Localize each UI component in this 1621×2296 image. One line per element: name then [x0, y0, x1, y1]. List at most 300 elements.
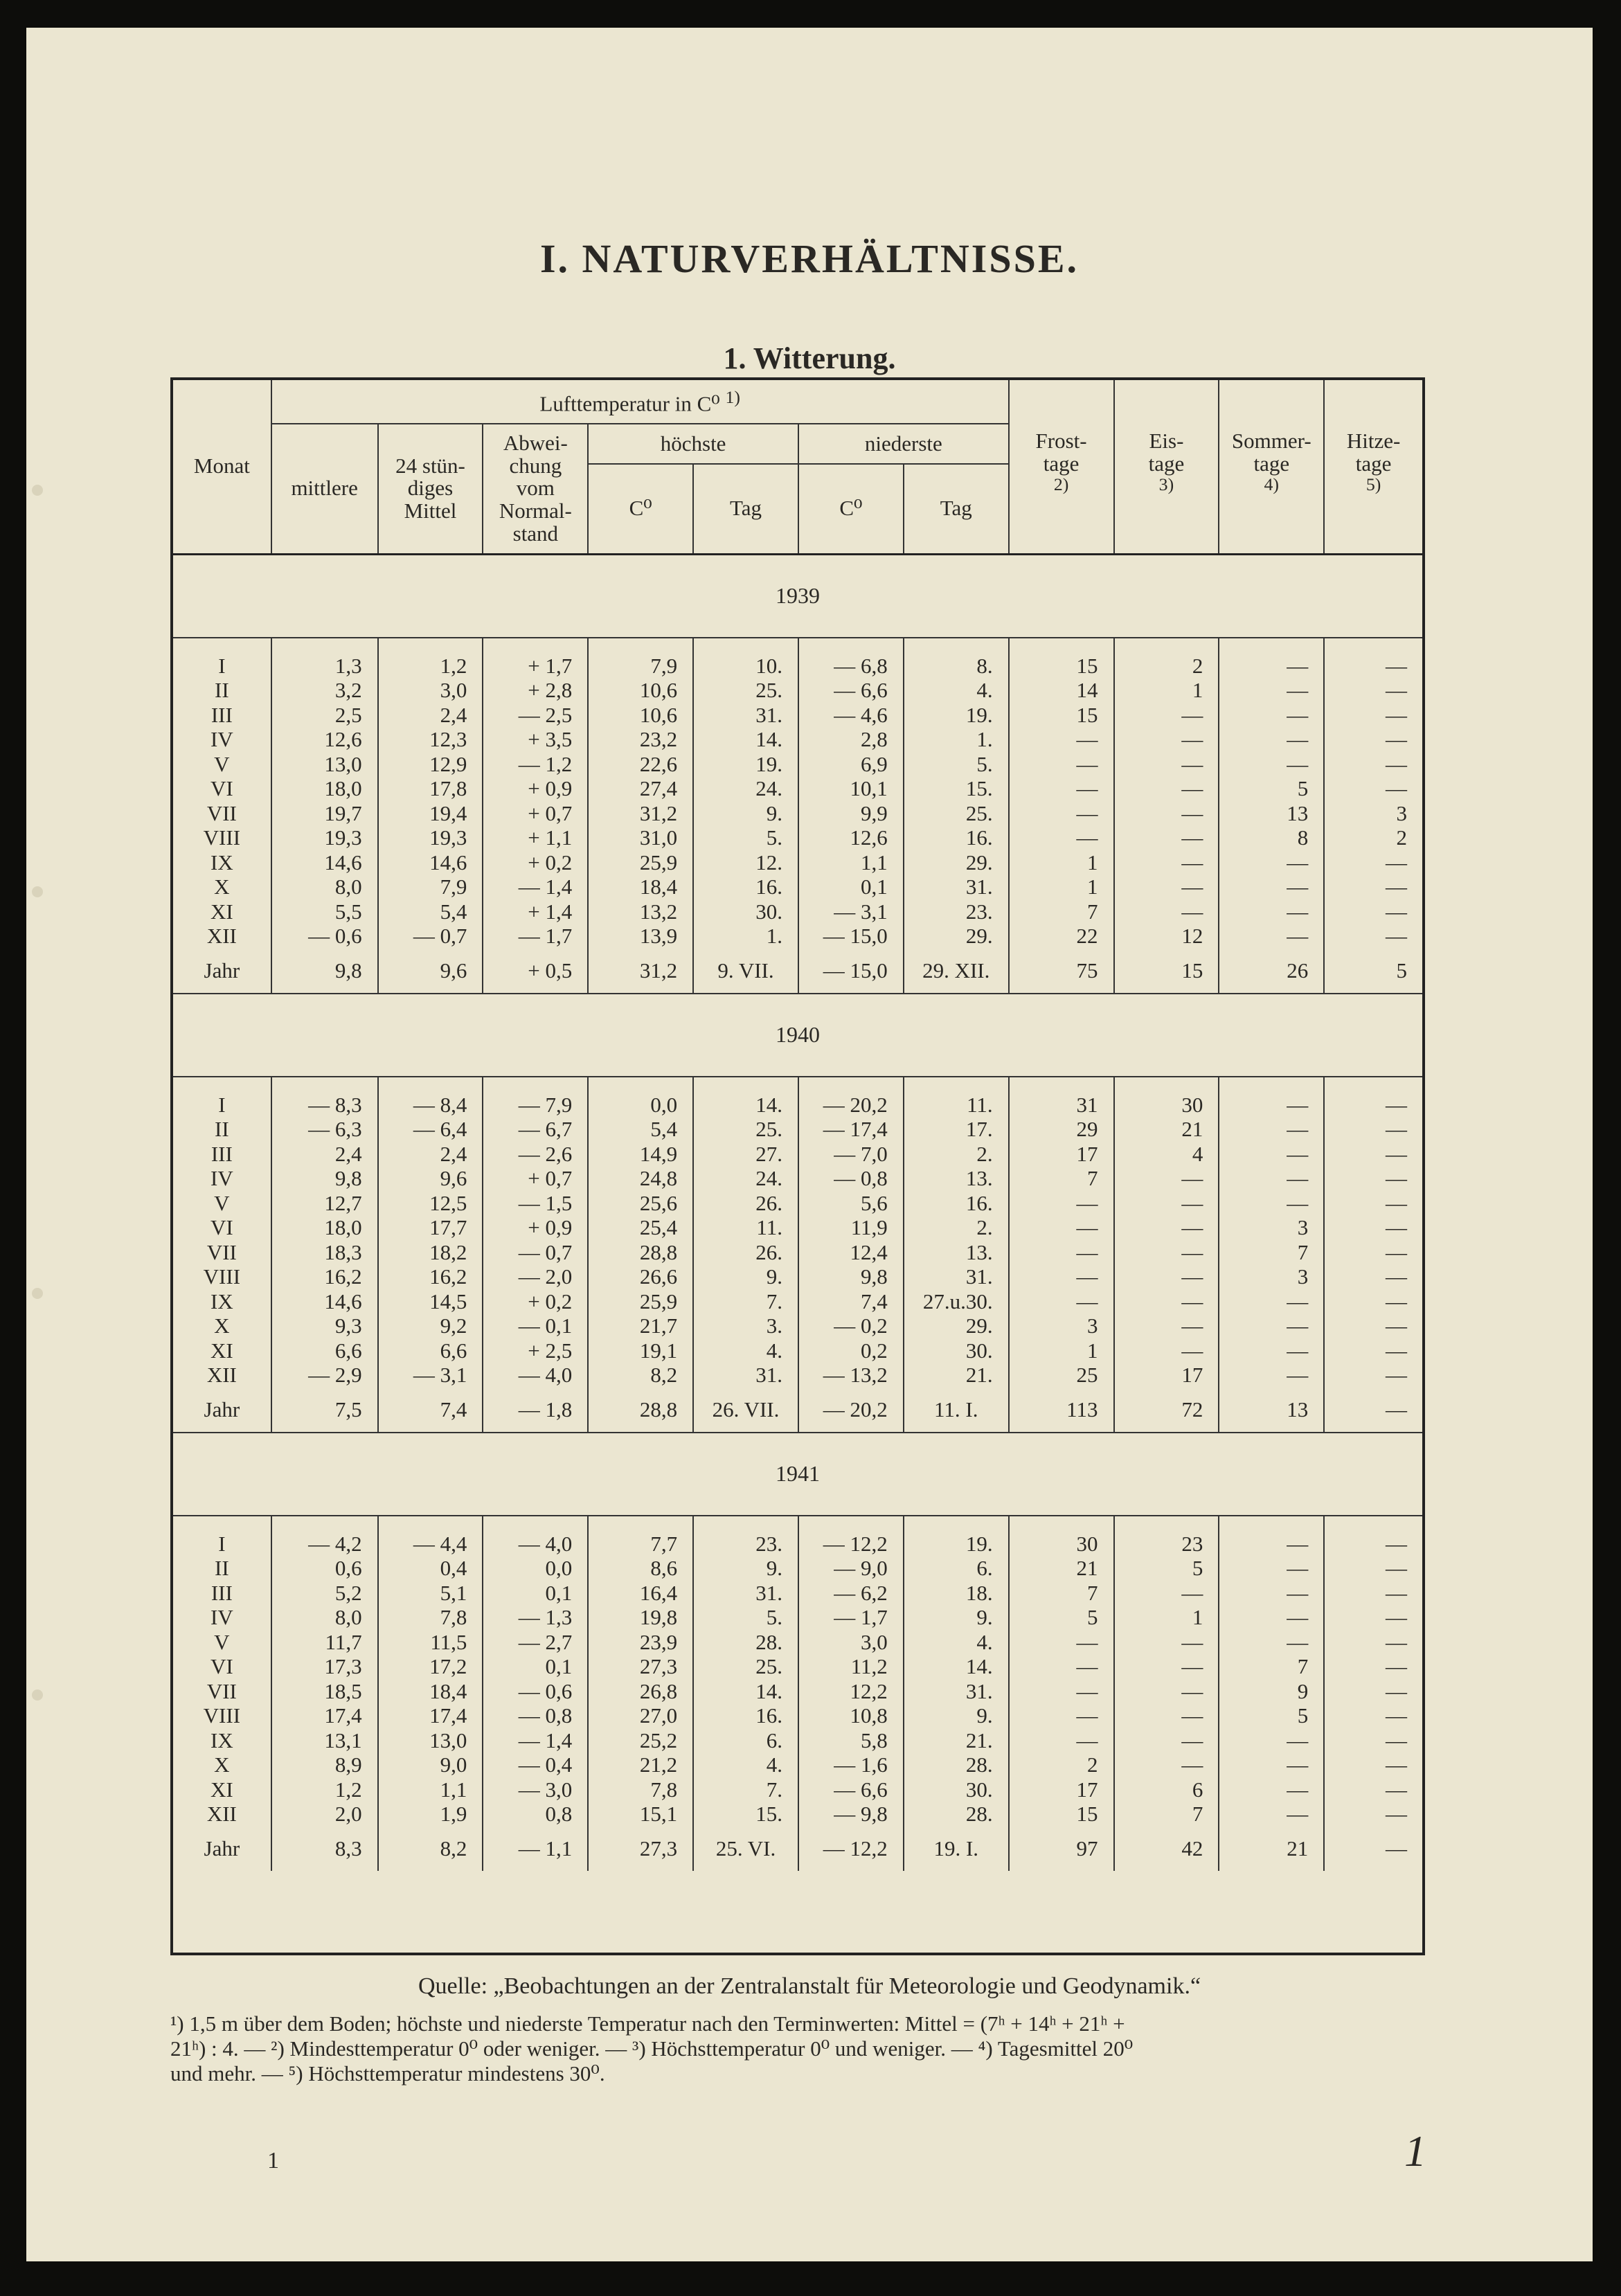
cell-hitzetage: —	[1324, 1728, 1422, 1753]
cell-month: VII	[206, 1678, 237, 1703]
cell-hitzetage: —	[1324, 850, 1422, 875]
cell-month: I	[218, 1531, 226, 1556]
cell-hitzetage: —	[1324, 1264, 1422, 1289]
cell-frosttage: —	[1009, 1679, 1114, 1704]
cell-mittel-24h: 7,9	[378, 875, 483, 899]
cell-niederste-c: — 0,8	[798, 1166, 904, 1191]
cell-niederste-tag: 27.u.30.	[904, 1289, 1009, 1314]
cell-hitzetage: —	[1324, 1802, 1422, 1827]
table-row	[173, 875, 1422, 899]
cell-mittel-24h: 16,2	[378, 1264, 483, 1289]
cell-month: VIII	[203, 1264, 241, 1289]
cell-niederste-c: 12,4	[798, 1240, 904, 1265]
cell-hoechste-tag: 25.	[693, 678, 798, 703]
cell-frosttage: —	[1009, 752, 1114, 777]
cell-frosttage: —	[1009, 1289, 1114, 1314]
weather-table	[173, 380, 1422, 1871]
year-total-row	[173, 949, 1422, 994]
cell-mittlere: 1,2	[271, 1777, 378, 1802]
cell-hoechste-tag: 25. VI.	[693, 1827, 798, 1871]
cell-frosttage: 5	[1009, 1605, 1114, 1630]
cell-niederste-c: — 20,2	[798, 1388, 904, 1433]
cell-eistage: —	[1114, 1313, 1219, 1338]
cell-frosttage: 31	[1009, 1093, 1114, 1118]
cell-mittlere: 7,5	[271, 1388, 378, 1433]
cell-hoechste-c: 21,7	[588, 1313, 693, 1338]
cell-abweichung: + 0,5	[483, 949, 588, 994]
cell-frosttage: 2	[1009, 1752, 1114, 1777]
col-header-hitzetage: Hitze- tage $^{5)}$	[1324, 380, 1422, 554]
cell-hoechste-tag: 26. VII.	[693, 1388, 798, 1433]
cell-frosttage: 7	[1009, 899, 1114, 924]
cell-mittlere: 0,6	[271, 1556, 378, 1581]
cell-frosttage: 29	[1009, 1117, 1114, 1142]
cell-month: I	[218, 653, 226, 678]
cell-month: V	[214, 751, 230, 776]
cell-niederste-c: — 17,4	[798, 1117, 904, 1142]
cell-eistage: —	[1114, 850, 1219, 875]
cell-mittel-24h: 7,8	[378, 1605, 483, 1630]
cell-mittel-24h: 1,2	[378, 654, 483, 679]
cell-eistage: —	[1114, 899, 1219, 924]
cell-abweichung: — 1,4	[483, 875, 588, 899]
cell-sommertage: —	[1219, 1581, 1324, 1606]
cell-sommertage: —	[1219, 727, 1324, 752]
cell-hoechste-c: 27,3	[588, 1654, 693, 1679]
cell-hitzetage: —	[1324, 776, 1422, 801]
cell-hoechste-c: 14,9	[588, 1142, 693, 1167]
table-row	[173, 1581, 1422, 1606]
cell-hoechste-c: 26,6	[588, 1264, 693, 1289]
cell-eistage: —	[1114, 752, 1219, 777]
cell-month: IV	[211, 1605, 233, 1630]
cell-niederste-tag: 9.	[904, 1605, 1009, 1630]
cell-niederste-c: 3,0	[798, 1630, 904, 1655]
cell-hoechste-c: 27,0	[588, 1703, 693, 1728]
cell-hitzetage: —	[1324, 1142, 1422, 1167]
table-row	[173, 678, 1422, 703]
cell-hoechste-c: 31,0	[588, 825, 693, 850]
cell-mittlere: 1,3	[271, 654, 378, 679]
col-header-hoechste-tag: Tag	[693, 464, 798, 554]
source-note: Quelle: „Beobachtungen an der Zentralanstalt für Meteorologie und Geodynamik.“	[418, 1973, 1201, 1999]
cell-mittlere: 19,3	[271, 825, 378, 850]
cell-niederste-tag: 31.	[904, 875, 1009, 899]
cell-niederste-c: — 15,0	[798, 949, 904, 994]
table-row	[173, 1630, 1422, 1655]
cell-mittlere: 18,0	[271, 776, 378, 801]
cell-frosttage: —	[1009, 1264, 1114, 1289]
cell-mittel-24h: — 6,4	[378, 1117, 483, 1142]
cell-abweichung: — 2,5	[483, 703, 588, 728]
cell-hoechste-c: 22,6	[588, 752, 693, 777]
cell-hoechste-tag: 27.	[693, 1142, 798, 1167]
col-header-eistage: Eis- tage $^{3)}$	[1114, 380, 1219, 554]
cell-sommertage: —	[1219, 924, 1324, 949]
punch-hole	[32, 1288, 43, 1299]
cell-niederste-c: 10,1	[798, 776, 904, 801]
cell-hitzetage: —	[1324, 654, 1422, 679]
cell-abweichung: + 0,7	[483, 801, 588, 826]
cell-frosttage: 1	[1009, 850, 1114, 875]
cell-mittel-24h: 2,4	[378, 703, 483, 728]
cell-mittlere: 18,3	[271, 1240, 378, 1265]
cell-abweichung: — 4,0	[483, 1363, 588, 1388]
cell-mittlere: 16,2	[271, 1264, 378, 1289]
cell-month: VII	[206, 800, 237, 825]
cell-abweichung: — 0,7	[483, 1240, 588, 1265]
cell-eistage: —	[1114, 1752, 1219, 1777]
cell-eistage: 42	[1114, 1827, 1219, 1871]
cell-hoechste-c: 23,9	[588, 1630, 693, 1655]
cell-niederste-tag: 16.	[904, 1191, 1009, 1216]
cell-mittel-24h: 6,6	[378, 1338, 483, 1363]
cell-hoechste-tag: 9. VII.	[693, 949, 798, 994]
table-row	[173, 1117, 1422, 1142]
cell-sommertage: —	[1219, 1605, 1324, 1630]
cell-niederste-c: 6,9	[798, 752, 904, 777]
cell-hoechste-tag: 10.	[693, 654, 798, 679]
cell-eistage: —	[1114, 875, 1219, 899]
cell-hitzetage: —	[1324, 1605, 1422, 1630]
cell-hitzetage: —	[1324, 1166, 1422, 1191]
cell-sommertage: 26	[1219, 949, 1324, 994]
cell-hoechste-tag: 30.	[693, 899, 798, 924]
cell-eistage: —	[1114, 1191, 1219, 1216]
cell-hitzetage: —	[1324, 1703, 1422, 1728]
cell-hoechste-tag: 31.	[693, 1363, 798, 1388]
cell-sommertage: —	[1219, 678, 1324, 703]
cell-hoechste-c: 31,2	[588, 801, 693, 826]
cell-mittel-24h: — 3,1	[378, 1363, 483, 1388]
cell-niederste-tag: 14.	[904, 1654, 1009, 1679]
cell-month: II	[215, 1556, 229, 1581]
cell-frosttage: —	[1009, 1630, 1114, 1655]
cell-mittel-24h: 11,5	[378, 1630, 483, 1655]
cell-hitzetage: —	[1324, 1117, 1422, 1142]
cell-eistage: —	[1114, 1240, 1219, 1265]
cell-month: IV	[211, 1166, 233, 1191]
cell-niederste-c: 0,1	[798, 875, 904, 899]
cell-hoechste-tag: 26.	[693, 1191, 798, 1216]
cell-hitzetage: —	[1324, 678, 1422, 703]
cell-hitzetage: —	[1324, 1388, 1422, 1433]
cell-eistage: —	[1114, 1289, 1219, 1314]
cell-month: III	[211, 1580, 233, 1605]
cell-hoechste-tag: 1.	[693, 924, 798, 949]
cell-frosttage: 17	[1009, 1142, 1114, 1167]
cell-hoechste-tag: 9.	[693, 1264, 798, 1289]
cell-sommertage: —	[1219, 1117, 1324, 1142]
cell-eistage: 21	[1114, 1117, 1219, 1142]
cell-sommertage: —	[1219, 703, 1324, 728]
cell-mittlere: 2,0	[271, 1802, 378, 1827]
cell-eistage: 2	[1114, 654, 1219, 679]
cell-niederste-tag: 9.	[904, 1703, 1009, 1728]
col-header-hoechste-c: C⁰	[588, 464, 693, 554]
cell-mittlere: 8,9	[271, 1752, 378, 1777]
cell-month: I	[218, 1092, 226, 1117]
cell-mittel-24h: 9,2	[378, 1313, 483, 1338]
col-group-air-temperature-label: Lufttemperatur in C⁰	[539, 391, 720, 416]
cell-niederste-tag: 18.	[904, 1581, 1009, 1606]
cell-frosttage: —	[1009, 1191, 1114, 1216]
cell-hoechste-c: 18,4	[588, 875, 693, 899]
cell-sommertage: 5	[1219, 1703, 1324, 1728]
cell-niederste-c: 1,1	[798, 850, 904, 875]
cell-sommertage: —	[1219, 1802, 1324, 1827]
cell-sommertage: —	[1219, 850, 1324, 875]
cell-mittel-24h: 17,8	[378, 776, 483, 801]
cell-sommertage: —	[1219, 1630, 1324, 1655]
cell-sommertage: —	[1219, 1142, 1324, 1167]
cell-abweichung: — 4,0	[483, 1532, 588, 1557]
cell-abweichung: + 1,1	[483, 825, 588, 850]
cell-frosttage: —	[1009, 1703, 1114, 1728]
cell-month: V	[214, 1629, 230, 1654]
cell-month: Jahr	[204, 1397, 240, 1421]
cell-niederste-tag: 1.	[904, 727, 1009, 752]
cell-abweichung: 0,0	[483, 1556, 588, 1581]
cell-sommertage: 13	[1219, 1388, 1324, 1433]
cell-niederste-tag: 29.	[904, 850, 1009, 875]
cell-eistage: —	[1114, 776, 1219, 801]
cell-sommertage: —	[1219, 1166, 1324, 1191]
cell-frosttage: —	[1009, 1654, 1114, 1679]
cell-hoechste-c: 7,8	[588, 1777, 693, 1802]
cell-hoechste-tag: 7.	[693, 1777, 798, 1802]
cell-abweichung: + 0,2	[483, 850, 588, 875]
cell-hitzetage: —	[1324, 1363, 1422, 1388]
cell-eistage: 6	[1114, 1777, 1219, 1802]
col-header-abweichung: Abwei- chung vom Normal- stand	[483, 424, 588, 554]
cell-hoechste-c: 28,8	[588, 1240, 693, 1265]
cell-frosttage: 15	[1009, 654, 1114, 679]
cell-eistage: 1	[1114, 678, 1219, 703]
year-label: 1939	[173, 554, 1422, 638]
cell-hitzetage: —	[1324, 899, 1422, 924]
cell-month: IX	[211, 850, 233, 875]
cell-frosttage: 15	[1009, 1802, 1114, 1827]
cell-month: X	[214, 1313, 230, 1338]
cell-eistage: 4	[1114, 1142, 1219, 1167]
cell-hitzetage: —	[1324, 1827, 1422, 1871]
section-title: 1. Witterung.	[723, 341, 896, 375]
cell-frosttage: —	[1009, 1215, 1114, 1240]
cell-mittlere: 8,0	[271, 1605, 378, 1630]
cell-sommertage: 8	[1219, 825, 1324, 850]
cell-frosttage: 3	[1009, 1313, 1114, 1338]
cell-frosttage: 7	[1009, 1166, 1114, 1191]
cell-mittlere: 12,6	[271, 727, 378, 752]
cell-hoechste-tag: 4.	[693, 1752, 798, 1777]
table-row	[173, 703, 1422, 728]
cell-niederste-tag: 28.	[904, 1752, 1009, 1777]
cell-mittel-24h: 3,0	[378, 678, 483, 703]
cell-niederste-tag: 5.	[904, 752, 1009, 777]
cell-hoechste-tag: 24.	[693, 1166, 798, 1191]
table-row	[173, 850, 1422, 875]
cell-sommertage: —	[1219, 1363, 1324, 1388]
cell-mittlere: 2,4	[271, 1142, 378, 1167]
cell-eistage: 1	[1114, 1605, 1219, 1630]
table-row	[173, 1605, 1422, 1630]
cell-mittel-24h: 17,4	[378, 1703, 483, 1728]
cell-eistage: 72	[1114, 1388, 1219, 1433]
cell-sommertage: 13	[1219, 801, 1324, 826]
cell-mittlere: 13,1	[271, 1728, 378, 1753]
cell-abweichung: — 1,3	[483, 1605, 588, 1630]
cell-hoechste-c: 25,9	[588, 1289, 693, 1314]
cell-eistage: —	[1114, 801, 1219, 826]
cell-hoechste-c: 26,8	[588, 1679, 693, 1704]
cell-niederste-c: 12,2	[798, 1679, 904, 1704]
cell-month: VII	[206, 1239, 237, 1264]
cell-mittlere: 8,3	[271, 1827, 378, 1871]
cell-abweichung: 0,8	[483, 1802, 588, 1827]
cell-month: XI	[211, 899, 233, 924]
cell-eistage: 7	[1114, 1802, 1219, 1827]
cell-abweichung: — 7,9	[483, 1093, 588, 1118]
cell-mittel-24h: 0,4	[378, 1556, 483, 1581]
cell-sommertage: 7	[1219, 1240, 1324, 1265]
year-label: 1940	[173, 994, 1422, 1077]
cell-niederste-tag: 30.	[904, 1338, 1009, 1363]
cell-hoechste-tag: 14.	[693, 727, 798, 752]
col-group-air-temperature: Lufttemperatur in C⁰ $^{1)}$	[271, 380, 1009, 424]
cell-hitzetage: —	[1324, 1581, 1422, 1606]
cell-frosttage: 7	[1009, 1581, 1114, 1606]
table-row	[173, 752, 1422, 777]
cell-frosttage: 15	[1009, 703, 1114, 728]
cell-abweichung: — 3,0	[483, 1777, 588, 1802]
cell-mittlere: 5,5	[271, 899, 378, 924]
cell-niederste-tag: 11. I.	[904, 1388, 1009, 1433]
cell-frosttage: —	[1009, 1728, 1114, 1753]
cell-mittlere: — 6,3	[271, 1117, 378, 1142]
cell-mittlere: 14,6	[271, 1289, 378, 1314]
cell-hitzetage: —	[1324, 924, 1422, 949]
punch-hole	[32, 1689, 43, 1701]
cell-niederste-tag: 23.	[904, 899, 1009, 924]
cell-niederste-tag: 4.	[904, 678, 1009, 703]
cell-hoechste-tag: 25.	[693, 1654, 798, 1679]
cell-eistage: —	[1114, 1338, 1219, 1363]
cell-mittlere: 9,8	[271, 949, 378, 994]
year-total-row	[173, 1388, 1422, 1433]
cell-hitzetage: —	[1324, 1556, 1422, 1581]
cell-month: II	[215, 1117, 229, 1142]
punch-hole	[32, 485, 43, 496]
cell-niederste-c: 5,6	[798, 1191, 904, 1216]
cell-hoechste-c: 10,6	[588, 678, 693, 703]
cell-hoechste-tag: 9.	[693, 801, 798, 826]
cell-mittlere: — 4,2	[271, 1532, 378, 1557]
cell-mittlere: 2,5	[271, 703, 378, 728]
cell-niederste-c: — 6,2	[798, 1581, 904, 1606]
cell-mittlere: 17,3	[271, 1654, 378, 1679]
cell-eistage: —	[1114, 1654, 1219, 1679]
cell-month: IX	[211, 1289, 233, 1313]
cell-hitzetage: —	[1324, 1313, 1422, 1338]
cell-hoechste-c: 8,6	[588, 1556, 693, 1581]
cell-abweichung: — 1,7	[483, 924, 588, 949]
cell-niederste-c: — 0,2	[798, 1313, 904, 1338]
cell-sommertage: —	[1219, 1728, 1324, 1753]
cell-hoechste-c: 16,4	[588, 1581, 693, 1606]
cell-mittlere: 13,0	[271, 752, 378, 777]
cell-abweichung: — 1,1	[483, 1827, 588, 1871]
weather-table-frame	[170, 377, 1425, 1955]
cell-hoechste-c: 27,4	[588, 776, 693, 801]
cell-niederste-tag: 19.	[904, 703, 1009, 728]
cell-hoechste-tag: 25.	[693, 1117, 798, 1142]
cell-abweichung: + 2,5	[483, 1338, 588, 1363]
cell-hoechste-tag: 16.	[693, 875, 798, 899]
cell-niederste-c: 11,2	[798, 1654, 904, 1679]
cell-abweichung: + 2,8	[483, 678, 588, 703]
cell-eistage: —	[1114, 1679, 1219, 1704]
cell-niederste-c: 12,6	[798, 825, 904, 850]
table-row	[173, 1363, 1422, 1388]
cell-hoechste-c: 25,9	[588, 850, 693, 875]
cell-mittel-24h: 5,4	[378, 899, 483, 924]
cell-hitzetage: 3	[1324, 801, 1422, 826]
cell-hitzetage: —	[1324, 1630, 1422, 1655]
col-group-hoechste: höchste	[588, 424, 798, 464]
cell-abweichung: + 0,2	[483, 1289, 588, 1314]
cell-month: Jahr	[204, 958, 240, 983]
cell-eistage: —	[1114, 1581, 1219, 1606]
cell-sommertage: —	[1219, 1556, 1324, 1581]
cell-niederste-tag: 29. XII.	[904, 949, 1009, 994]
cell-sommertage: —	[1219, 1532, 1324, 1557]
table-row	[173, 1532, 1422, 1557]
cell-niederste-tag: 28.	[904, 1802, 1009, 1827]
cell-month: VI	[211, 1654, 233, 1679]
cell-mittel-24h: 12,3	[378, 727, 483, 752]
cell-hoechste-c: 31,2	[588, 949, 693, 994]
cell-abweichung: — 6,7	[483, 1117, 588, 1142]
cell-hitzetage: —	[1324, 1654, 1422, 1679]
cell-hoechste-tag: 19.	[693, 752, 798, 777]
cell-niederste-c: — 15,0	[798, 924, 904, 949]
col-header-mittlere: mittlere	[271, 424, 378, 554]
cell-hoechste-c: 28,8	[588, 1388, 693, 1433]
cell-hitzetage: —	[1324, 1289, 1422, 1314]
col-header-niederste-c: C⁰	[798, 464, 904, 554]
cell-hoechste-tag: 15.	[693, 1802, 798, 1827]
col-header-frosttage: Frost- tage $^{2)}$	[1009, 380, 1114, 554]
cell-frosttage: 97	[1009, 1827, 1114, 1871]
table-row	[173, 924, 1422, 949]
cell-abweichung: — 1,4	[483, 1728, 588, 1753]
cell-niederste-c: 2,8	[798, 727, 904, 752]
cell-niederste-tag: 25.	[904, 801, 1009, 826]
cell-month: IX	[211, 1728, 233, 1752]
cell-hoechste-tag: 5.	[693, 1605, 798, 1630]
cell-abweichung: — 0,6	[483, 1679, 588, 1704]
cell-sommertage: 7	[1219, 1654, 1324, 1679]
cell-eistage: —	[1114, 1264, 1219, 1289]
cell-sommertage: 3	[1219, 1264, 1324, 1289]
cell-eistage: —	[1114, 1166, 1219, 1191]
cell-frosttage: 113	[1009, 1388, 1114, 1433]
cell-mittel-24h: 5,1	[378, 1581, 483, 1606]
cell-abweichung: — 0,8	[483, 1703, 588, 1728]
cell-hoechste-c: 25,4	[588, 1215, 693, 1240]
cell-month: III	[211, 702, 233, 727]
